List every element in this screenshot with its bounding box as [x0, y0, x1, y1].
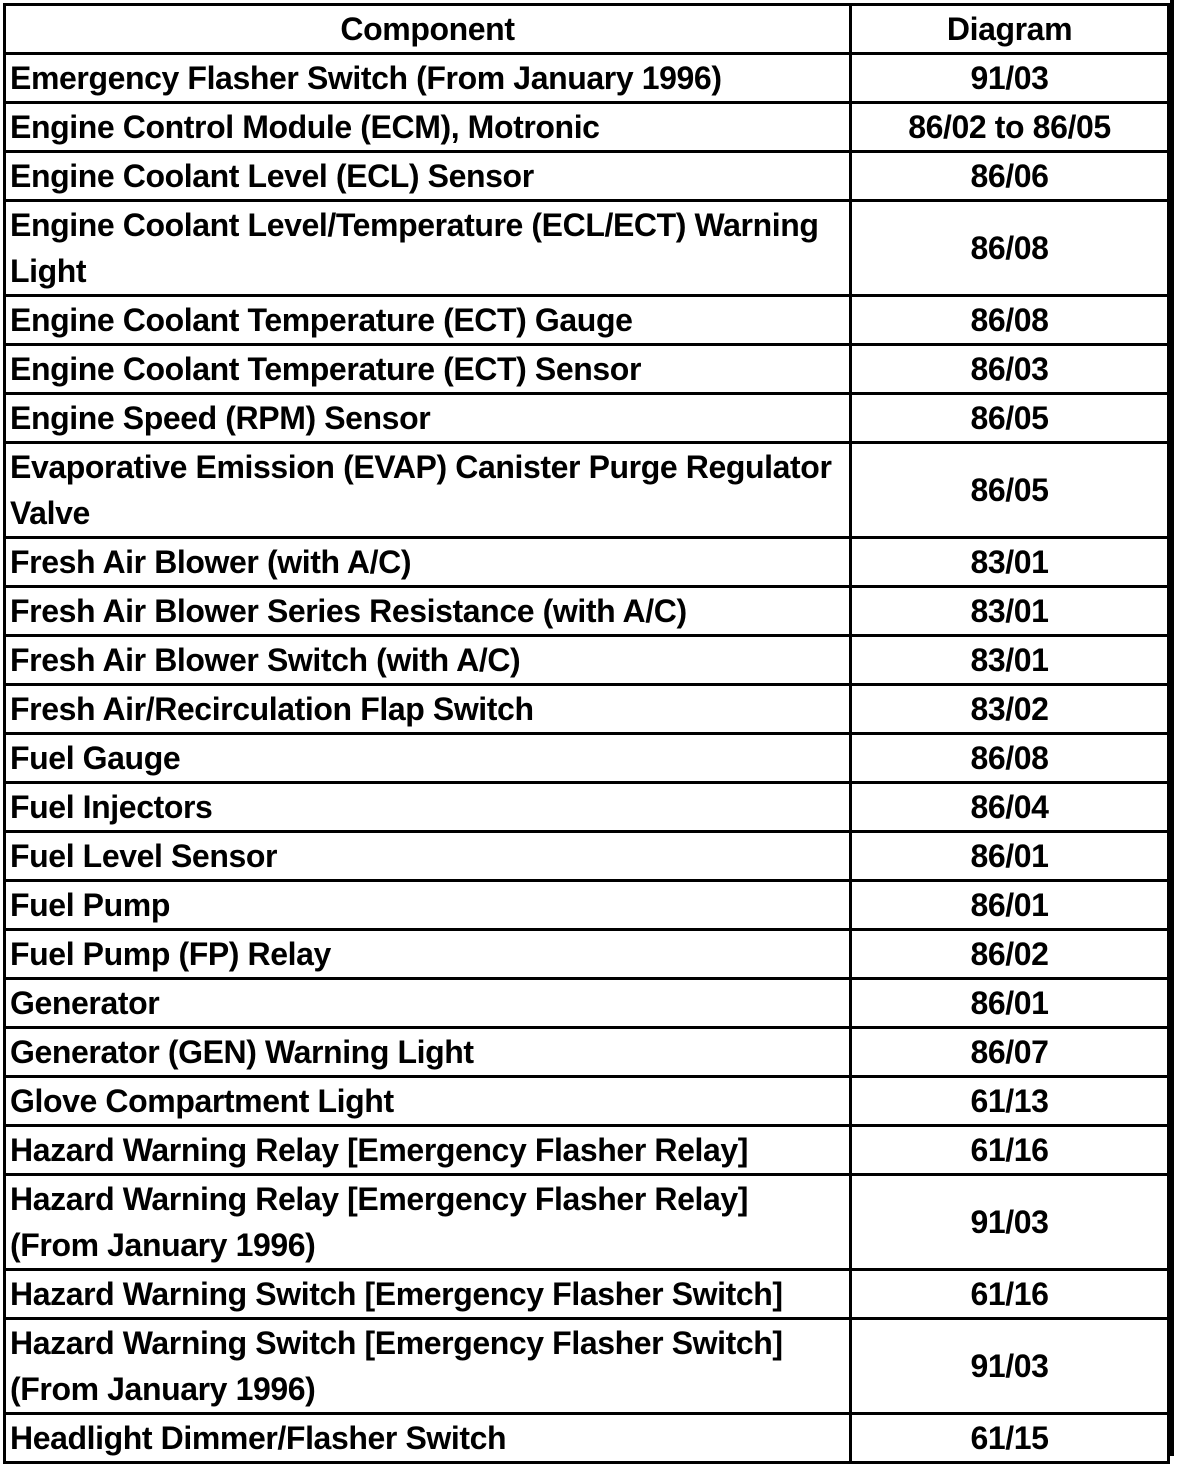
diagram-cell: 61/15: [851, 1414, 1169, 1463]
component-cell: Hazard Warning Relay [Emergency Flasher Relay] (From January 1996): [5, 1175, 851, 1270]
diagram-cell: 86/06: [851, 152, 1169, 201]
component-cell: Glove Compartment Light: [5, 1077, 851, 1126]
table-row: [5, 443, 1169, 538]
component-cell: Fuel Injectors: [5, 783, 851, 832]
diagram-cell: 61/16: [851, 1270, 1169, 1319]
component-cell: Fresh Air Blower Series Resistance (with A/C): [5, 587, 851, 636]
diagram-cell: 91/03: [851, 1175, 1169, 1270]
component-cell: Evaporative Emission (EVAP) Canister Purge Regulator Valve: [5, 443, 851, 538]
diagram-cell: 86/05: [851, 394, 1169, 443]
component-cell: Engine Control Module (ECM), Motronic: [5, 103, 851, 152]
component-cell: Emergency Flasher Switch (From January 1996): [5, 54, 851, 103]
diagram-cell: 83/01: [851, 538, 1169, 587]
table-row: [5, 1028, 1169, 1077]
page-right-edge-border: [1170, 0, 1174, 1456]
table-row: [5, 1319, 1169, 1414]
diagram-cell: 61/13: [851, 1077, 1169, 1126]
table-row: [5, 152, 1169, 201]
diagram-cell: 86/01: [851, 979, 1169, 1028]
diagram-cell: 86/01: [851, 832, 1169, 881]
table-row: [5, 636, 1169, 685]
table-row: [5, 1077, 1169, 1126]
table-row: [5, 345, 1169, 394]
table-row: [5, 538, 1169, 587]
component-cell: Hazard Warning Switch [Emergency Flasher Switch]: [5, 1270, 851, 1319]
component-cell: Generator (GEN) Warning Light: [5, 1028, 851, 1077]
diagram-cell: 83/02: [851, 685, 1169, 734]
diagram-cell: 86/08: [851, 296, 1169, 345]
component-diagram-table: [3, 3, 1170, 1464]
component-cell: Hazard Warning Relay [Emergency Flasher Relay]: [5, 1126, 851, 1175]
table-row: [5, 734, 1169, 783]
table-row: [5, 201, 1169, 296]
component-cell: Headlight Dimmer/Flasher Switch: [5, 1414, 851, 1463]
table-row: [5, 979, 1169, 1028]
table-row: [5, 1175, 1169, 1270]
diagram-cell: 91/03: [851, 54, 1169, 103]
diagram-cell: 86/04: [851, 783, 1169, 832]
diagram-cell: 61/16: [851, 1126, 1169, 1175]
diagram-cell: 86/08: [851, 201, 1169, 296]
diagram-cell: 86/02: [851, 930, 1169, 979]
component-cell: Fuel Pump (FP) Relay: [5, 930, 851, 979]
diagram-cell: 91/03: [851, 1319, 1169, 1414]
component-cell: Engine Coolant Level (ECL) Sensor: [5, 152, 851, 201]
component-cell: Engine Coolant Temperature (ECT) Sensor: [5, 345, 851, 394]
table-row: [5, 1414, 1169, 1463]
component-cell: Engine Coolant Level/Temperature (ECL/ECT) Warning Light: [5, 201, 851, 296]
table-row: [5, 832, 1169, 881]
component-cell: Fresh Air Blower Switch (with A/C): [5, 636, 851, 685]
table-row: [5, 881, 1169, 930]
component-cell: Fresh Air/Recirculation Flap Switch: [5, 685, 851, 734]
component-cell: Fresh Air Blower (with A/C): [5, 538, 851, 587]
table-row: [5, 1126, 1169, 1175]
component-table-frame: [3, 3, 1170, 1464]
table-row: [5, 296, 1169, 345]
diagram-cell: 86/08: [851, 734, 1169, 783]
table-row: [5, 930, 1169, 979]
table-row: [5, 103, 1169, 152]
component-cell: Fuel Gauge: [5, 734, 851, 783]
diagram-cell: 86/05: [851, 443, 1169, 538]
component-cell: Hazard Warning Switch [Emergency Flasher Switch] (From January 1996): [5, 1319, 851, 1414]
diagram-cell: 83/01: [851, 587, 1169, 636]
table-row: [5, 54, 1169, 103]
component-cell: Engine Speed (RPM) Sensor: [5, 394, 851, 443]
table-row: [5, 685, 1169, 734]
table-row: [5, 783, 1169, 832]
component-cell: Fuel Level Sensor: [5, 832, 851, 881]
diagram-cell: 86/03: [851, 345, 1169, 394]
diagram-column-header: Diagram: [851, 5, 1169, 54]
diagram-cell: 83/01: [851, 636, 1169, 685]
component-cell: Engine Coolant Temperature (ECT) Gauge: [5, 296, 851, 345]
table-header-row: [5, 5, 1169, 54]
component-cell: Generator: [5, 979, 851, 1028]
component-column-header: Component: [5, 5, 851, 54]
component-cell: Fuel Pump: [5, 881, 851, 930]
diagram-cell: 86/01: [851, 881, 1169, 930]
table-row: [5, 394, 1169, 443]
diagram-cell: 86/02 to 86/05: [851, 103, 1169, 152]
table-row: [5, 1270, 1169, 1319]
diagram-cell: 86/07: [851, 1028, 1169, 1077]
table-row: [5, 587, 1169, 636]
